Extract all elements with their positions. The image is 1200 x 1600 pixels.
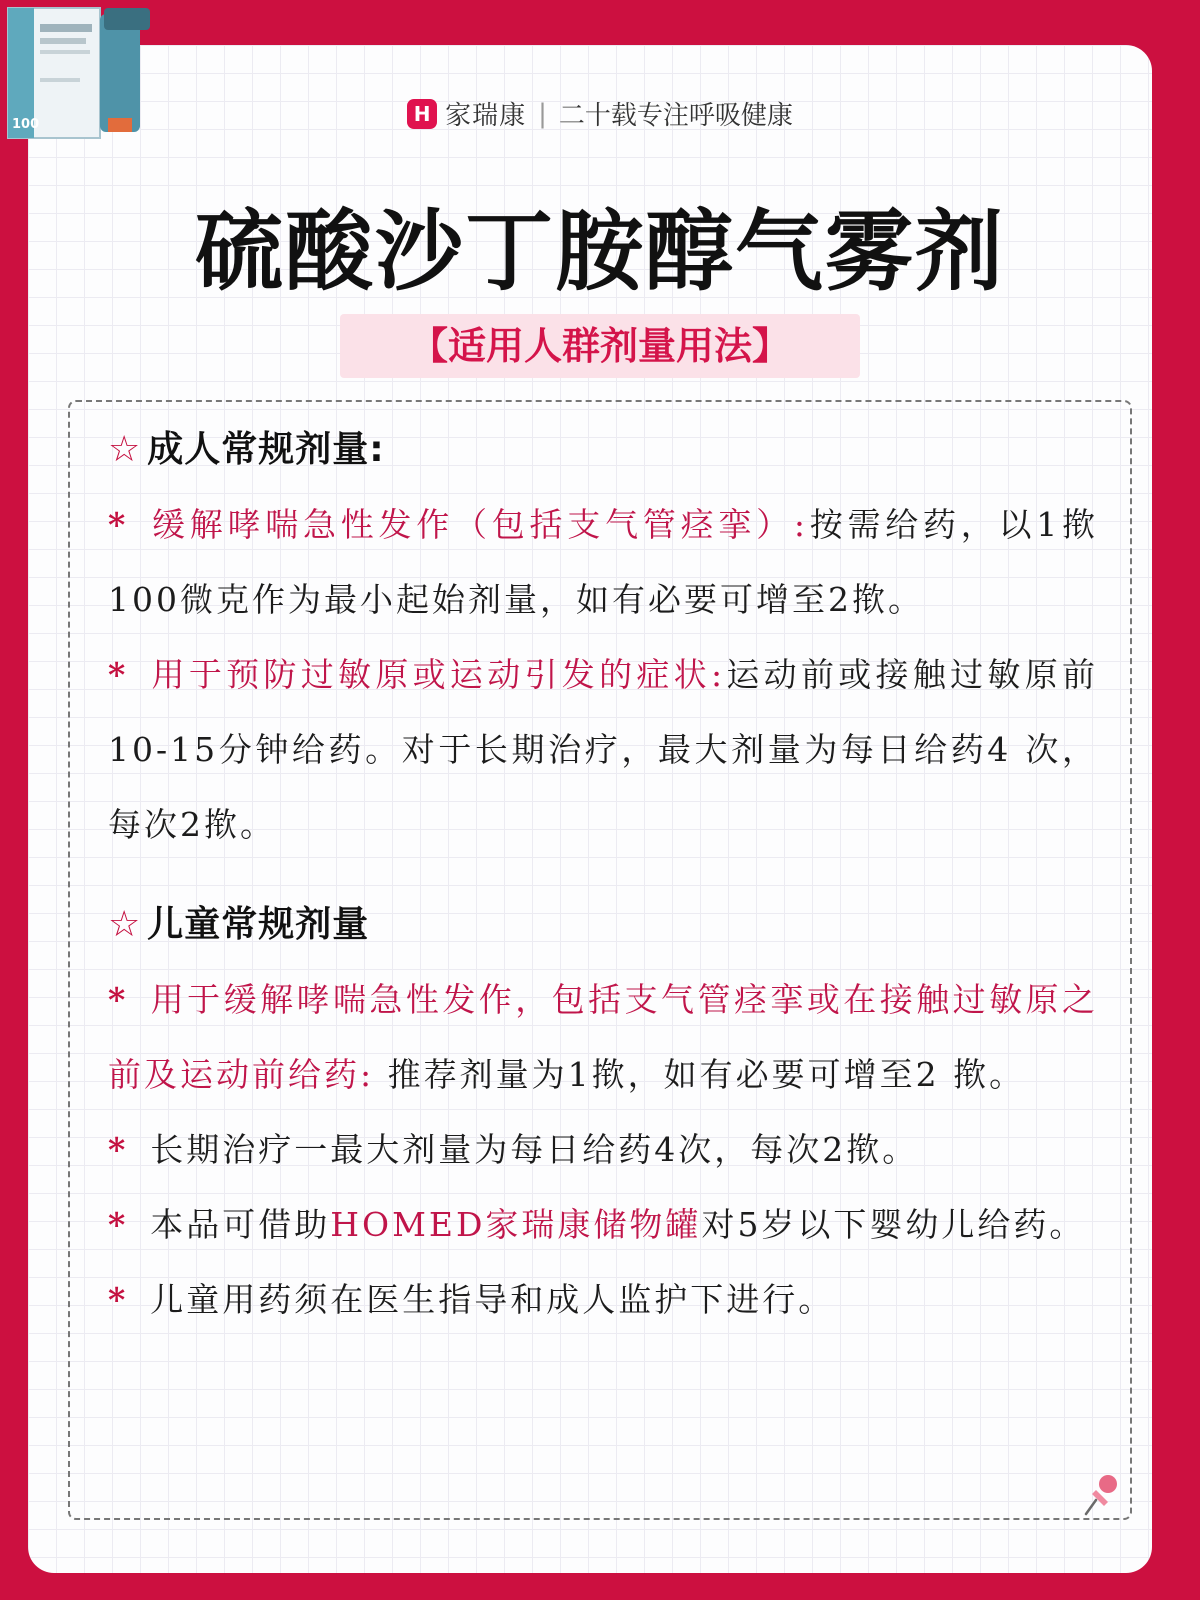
bullet-icon: * — [108, 1130, 129, 1169]
bullet-icon: * — [108, 655, 129, 694]
brand-header — [0, 95, 1200, 132]
list-item — [108, 1112, 1098, 1187]
star-icon: ☆ — [108, 904, 142, 945]
section-heading-child — [108, 887, 1098, 962]
brand-name: 家瑞康 — [445, 101, 527, 131]
bullet-icon: * — [108, 505, 129, 544]
dosage-content — [108, 412, 1098, 1337]
item-text: 长期治疗一最大剂量为每日给药4次，每次2揿。 — [150, 1130, 919, 1169]
page-subtitle: 【适用人群剂量用法】 — [340, 314, 860, 378]
list-item — [108, 487, 1098, 637]
page-title: 硫酸沙丁胺醇气雾剂 — [194, 200, 1005, 303]
item-highlight: 缓解哮喘急性发作（包括支气管痉挛）: — [150, 505, 808, 544]
item-text: 儿童用药须在医生指导和成人监护下进行。 — [150, 1280, 835, 1319]
item-highlight: HOMED家瑞康储物罐 — [330, 1205, 702, 1244]
item-text: 本品可借助 — [150, 1205, 331, 1244]
bullet-icon: * — [108, 980, 129, 1019]
item-text: 推荐剂量为1揿，如有必要可增至2 揿。 — [374, 1055, 1026, 1094]
star-icon: ☆ — [108, 429, 142, 470]
brand-separator: | — [538, 98, 547, 129]
item-text: 对5岁以下婴幼儿给药。 — [701, 1205, 1086, 1244]
section-heading-adult — [108, 412, 1098, 487]
brand-logo-icon: H — [407, 99, 437, 129]
brand-slogan: 二十载专注呼吸健康 — [558, 101, 793, 131]
item-text: 按需给药，以1揿100微克作为最小起始剂量，如有必要可增至2揿。 — [108, 505, 1098, 619]
list-item — [108, 1187, 1098, 1262]
list-item — [108, 637, 1098, 862]
pushpin-icon — [1082, 1472, 1122, 1518]
list-item — [108, 1262, 1098, 1337]
bullet-icon: * — [108, 1280, 129, 1319]
product-box-label: 100 — [12, 117, 40, 132]
section-heading-label: 儿童常规剂量 — [147, 904, 370, 945]
list-item — [108, 962, 1098, 1112]
bullet-icon: * — [108, 1205, 129, 1244]
item-highlight: 用于预防过敏原或运动引发的症状: — [150, 655, 726, 694]
item-text: 运动前或接触过敏原前10-15分钟给药。对于长期治疗，最大剂量为每日给药4 次，每次2揿。 — [108, 655, 1099, 844]
section-heading-label: 成人常规剂量: — [147, 429, 385, 470]
item-highlight: 用于缓解哮喘急性发作，包括支气管痉挛或在接触过敏原之前及运动前给药: — [108, 980, 1098, 1094]
